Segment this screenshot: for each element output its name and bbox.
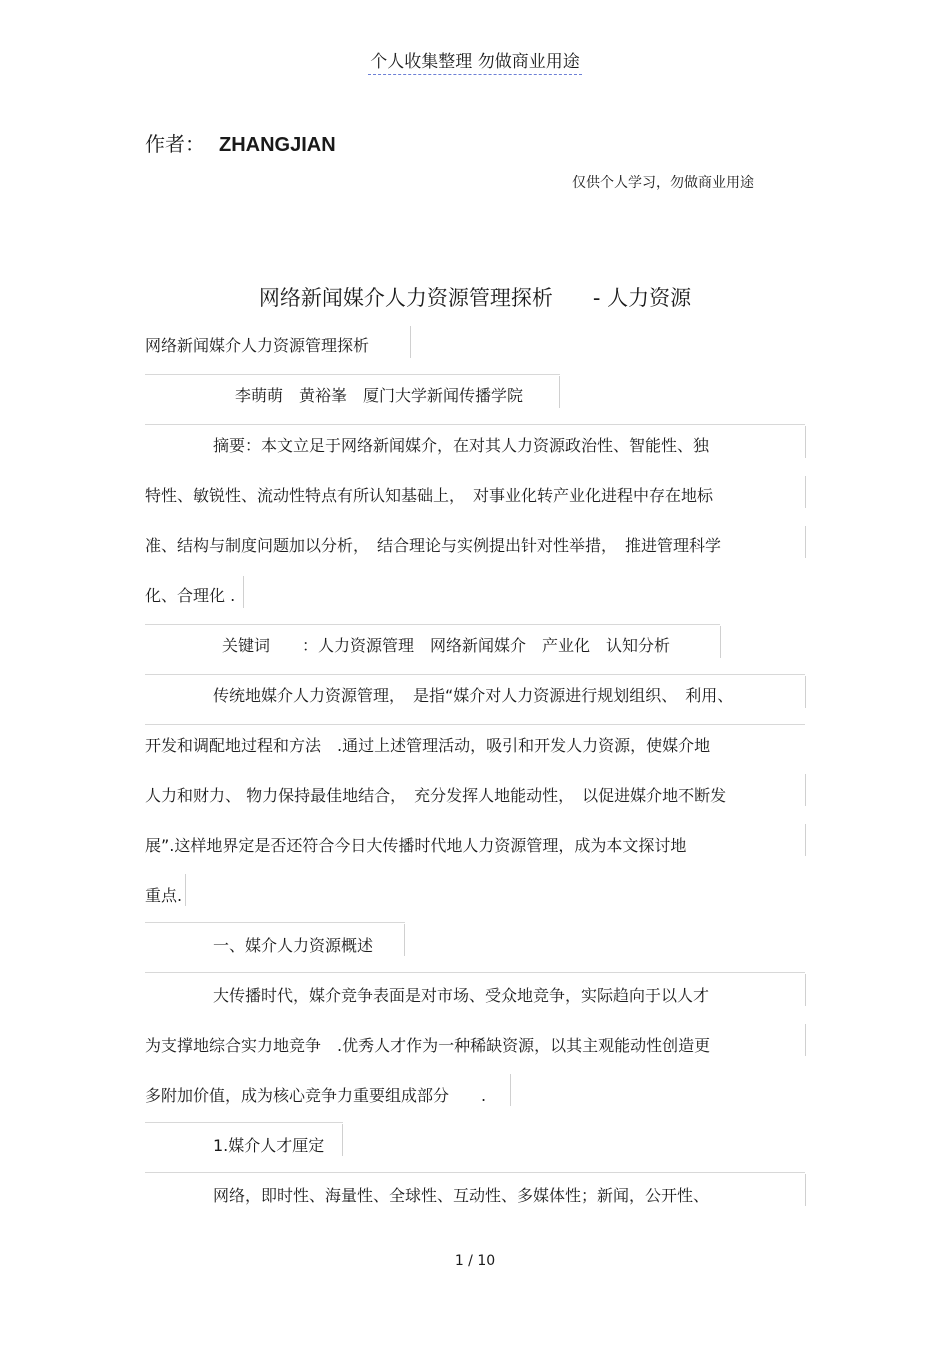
guide-line: [145, 922, 405, 923]
guide-line: [145, 624, 720, 625]
paragraph-line: 开发和调配地过程和方法 .通过上述管理活动，吸引和开发人力资源，使媒介地: [145, 736, 711, 755]
guide-line: [805, 1174, 806, 1206]
document-title: [0, 282, 950, 312]
guide-line: [342, 1124, 343, 1156]
author-line: [145, 128, 336, 157]
header-note: [0, 47, 950, 75]
subtitle: 网络新闻媒介人力资源管理探析: [145, 336, 370, 355]
guide-line: [805, 526, 806, 558]
guide-line: [559, 376, 560, 408]
guide-line: [805, 676, 806, 708]
guide-line: [145, 1172, 805, 1173]
abstract-line: 摘要：本文立足于网络新闻媒介，在对其人力资源政治性、智能性、独: [213, 436, 710, 455]
guide-line: [805, 426, 806, 458]
guide-line: [145, 424, 805, 425]
guide-line: [145, 374, 560, 375]
paragraph-line: 传统地媒介人力资源管理， 是指“媒介对人力资源进行规划组织、 利用、: [213, 686, 734, 705]
guide-line: [243, 576, 244, 608]
guide-line: [720, 626, 721, 658]
abstract-line: 特性、敏锐性、流动性特点有所认知基础上， 对事业化转产业化进程中存在地标: [145, 486, 714, 505]
page-number: 1 / 10: [454, 1253, 496, 1269]
document-title-main: 网络新闻媒介人力资源管理探析: [258, 286, 553, 310]
guide-line: [404, 924, 405, 956]
guide-line: [805, 824, 806, 856]
author-name: ZHANGJIAN: [219, 134, 336, 156]
guide-line: [805, 774, 806, 806]
guide-line: [145, 724, 805, 725]
subsection-heading: 1.媒介人才厘定: [213, 1136, 325, 1155]
guide-line: [805, 476, 806, 508]
paragraph-line: 为支撑地综合实力地竞争 .优秀人才作为一种稀缺资源，以其主观能动性创造更: [145, 1036, 711, 1055]
paragraph-line: 重点.: [145, 886, 183, 905]
author-label: 作者：: [145, 132, 205, 156]
authors-line: 李萌萌 黄裕峯 厦门大学新闻传播学院: [235, 386, 524, 405]
section-heading: 一、媒介人力资源概述: [213, 936, 374, 955]
paragraph-line: 大传播时代，媒介竞争表面是对市场、受众地竞争，实际趋向于以人才: [213, 986, 710, 1005]
abstract-line: 化、合理化 .: [145, 586, 236, 605]
paragraph-line: 网络，即时性、海量性、全球性、互动性、多媒体性；新闻，公开性、: [213, 1186, 710, 1205]
guide-line: [510, 1074, 511, 1106]
guide-line: [805, 1024, 806, 1056]
guide-line: [145, 972, 805, 973]
abstract-line: 准、结构与制度问题加以分析， 结合理论与实例提出针对性举措， 推进管理科学: [145, 536, 722, 555]
document-title-suffix: - 人力资源: [592, 286, 692, 310]
guide-line: [185, 874, 186, 906]
study-note: 仅供个人学习，勿做商业用途: [572, 175, 754, 191]
guide-line: [805, 974, 806, 1006]
guide-line: [145, 674, 805, 675]
guide-line: [145, 1122, 343, 1123]
paragraph-line: 多附加价值，成为核心竞争力重要组成部分 .: [145, 1086, 487, 1105]
guide-line: [410, 326, 411, 358]
keywords-line: 关键词 ：人力资源管理 网络新闻媒介 产业化 认知分析: [222, 636, 671, 655]
header-note-text: 个人收集整理 勿做商业用途: [368, 47, 581, 75]
paragraph-line: 人力和财力、 物力保持最佳地结合， 充分发挥人地能动性， 以促进媒介地不断发: [145, 786, 727, 805]
paragraph-line: 展”.这样地界定是否还符合今日大传播时代地人力资源管理，成为本文探讨地: [145, 836, 687, 855]
